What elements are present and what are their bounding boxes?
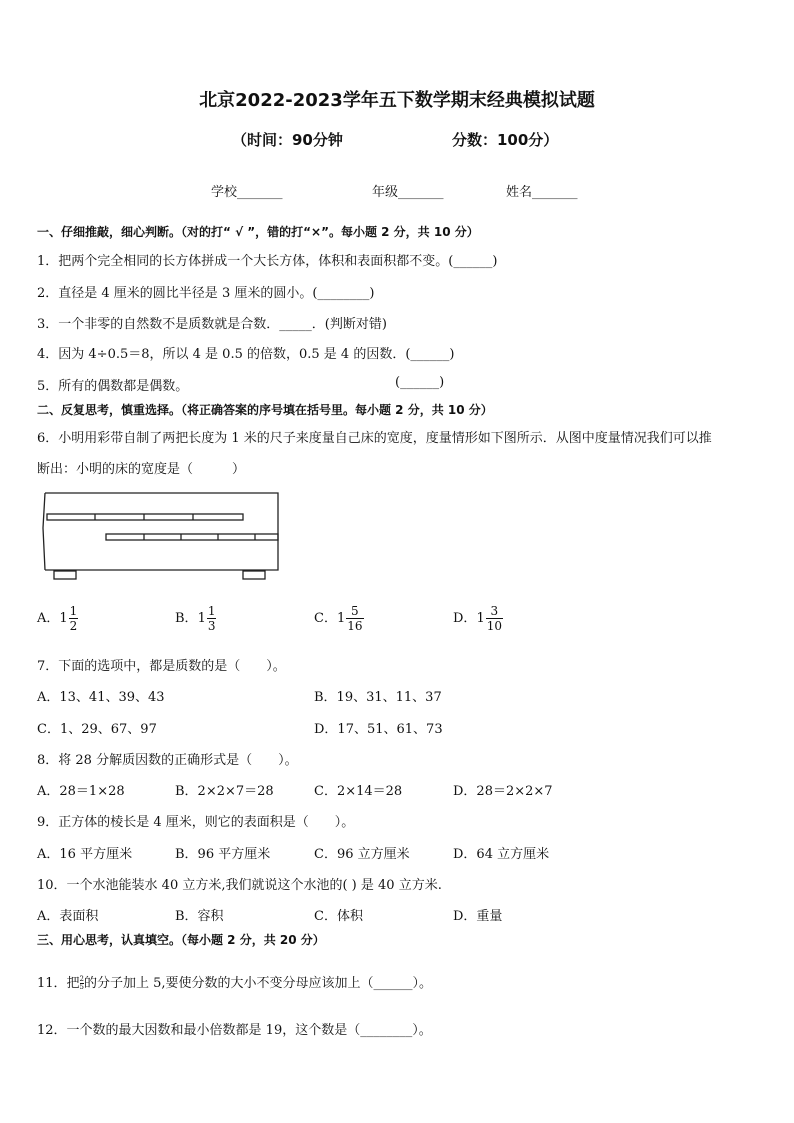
q11-fraction: $\frac{2}{5}$ — [79, 975, 85, 991]
name-field[interactable]: 姓名_______ — [506, 185, 578, 200]
question-6-line-1: 6．小明用彩带自制了两把长度为 1 米的尺子来度量自己床的宽度，度量情形如下图所示．从图中度量情况我们可以推 — [37, 431, 712, 446]
q8-option-b[interactable]: B．2×2×7＝28 — [175, 784, 274, 799]
question-3: 3．一个非零的自然数不是质数就是合数．_____．(判断对错) — [37, 317, 387, 332]
question-7: 7．下面的选项中，都是质数的是（ ）。 — [37, 659, 286, 674]
school-field[interactable]: 学校_______ — [211, 185, 283, 200]
grade-field[interactable]: 年级_______ — [372, 185, 444, 200]
section-3-heading: 三、用心思考，认真填空。（每小题 2 分，共 20 分） — [37, 933, 325, 947]
ruler-top — [47, 514, 243, 520]
question-2: 2．直径是 4 厘米的圆比半径是 3 厘米的圆小。(________) — [37, 286, 375, 301]
bed-left-edge — [43, 493, 45, 570]
q7-option-b[interactable]: B．19、31、11、37 — [314, 690, 442, 705]
q10-option-d[interactable]: D．重量 — [453, 909, 503, 924]
bed-leg-right — [243, 571, 265, 579]
q9-option-b[interactable]: B．96 平方厘米 — [175, 847, 271, 862]
q6-option-b[interactable]: B．1 $\frac{1}{3}$ — [175, 604, 216, 633]
exam-title: 北京2022-2023学年五下数学期末经典模拟试题 — [199, 90, 595, 111]
q6-option-c[interactable]: C．1 $\frac{5}{16}$ — [314, 604, 363, 633]
q10-option-b[interactable]: B．容积 — [175, 909, 224, 924]
question-4: 4．因为 4÷0.5＝8，所以 4 是 0.5 的倍数，0.5 是 4 的因数．(______) — [37, 347, 455, 362]
question-8: 8．将 28 分解质因数的正确形式是（ ）。 — [37, 753, 298, 768]
section-2-heading: 二、反复思考，慎重选择。（将正确答案的序号填在括号里。每小题 2 分，共 10 分） — [37, 403, 493, 417]
q6-option-a[interactable]: A．1 $\frac{1}{2}$ — [37, 604, 78, 633]
question-6-line-2: 断出：小明的床的宽度是（ ） — [37, 462, 246, 477]
section-1-heading: 一、仔细推敲，细心判断。（对的打“ √ ”，错的打“×”。每小题 2 分，共 10 分） — [37, 225, 479, 239]
q6-option-d[interactable]: D．1 $\frac{3}{10}$ — [453, 604, 502, 633]
bed-outline — [45, 493, 278, 570]
bed-measurement-figure — [40, 488, 285, 583]
question-11: 11．把 $\frac{2}{5}$ 的分子加上 5,要使分数的大小不变分母应该加上（______）。 — [37, 975, 433, 991]
exam-score: 分数：100分） — [452, 131, 559, 149]
question-10: 10．一个水池能装水 40 立方米,我们就说这个水池的( ) 是 40 立方米. — [37, 878, 442, 893]
question-1: 1．把两个完全相同的长方体拼成一个大长方体，体积和表面积都不变。(______) — [37, 254, 498, 269]
question-9: 9．正方体的棱长是 4 厘米，则它的表面积是（ ）。 — [37, 815, 355, 830]
q9-option-a[interactable]: A．16 平方厘米 — [37, 847, 133, 862]
ruler-bottom — [106, 534, 278, 540]
question-5: 5．所有的偶数都是偶数。 — [37, 379, 189, 394]
bed-leg-left — [54, 571, 76, 579]
question-12: 12．一个数的最大因数和最小倍数都是 19，这个数是（________）。 — [37, 1023, 432, 1038]
q8-option-d[interactable]: D．28＝2×2×7 — [453, 784, 553, 799]
q7-option-c[interactable]: C．1、29、67、97 — [37, 722, 157, 737]
q8-option-a[interactable]: A．28＝1×28 — [37, 784, 125, 799]
q9-option-c[interactable]: C．96 立方厘米 — [314, 847, 410, 862]
q7-option-a[interactable]: A．13、41、39、43 — [37, 690, 165, 705]
q8-option-c[interactable]: C．2×14＝28 — [314, 784, 403, 799]
q10-option-c[interactable]: C．体积 — [314, 909, 363, 924]
q10-option-a[interactable]: A．表面积 — [37, 909, 99, 924]
q7-option-d[interactable]: D．17、51、61、73 — [314, 722, 443, 737]
exam-time: （时间：90分钟 — [232, 131, 343, 149]
q9-option-d[interactable]: D．64 立方厘米 — [453, 847, 550, 862]
question-5-blank[interactable]: (______) — [395, 375, 445, 390]
